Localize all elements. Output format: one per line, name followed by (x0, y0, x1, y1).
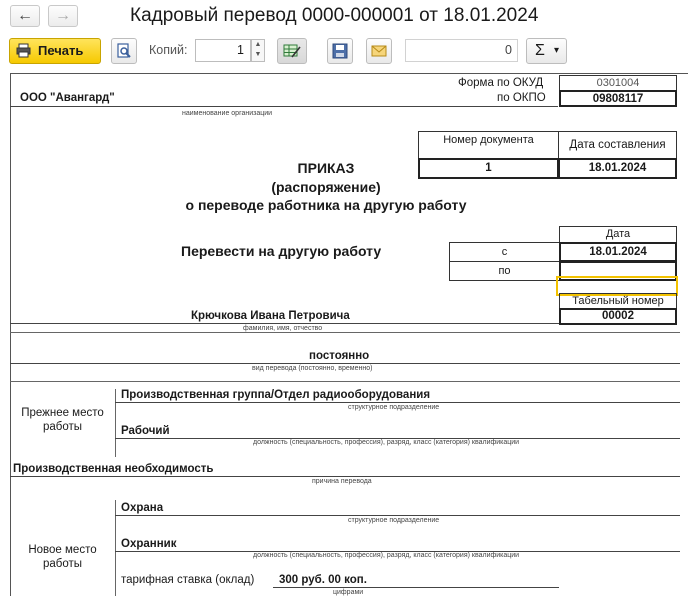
date-header: Дата (559, 226, 677, 243)
copies-label: Копий: (149, 43, 188, 57)
transfer-type-underline (10, 363, 680, 364)
previous-place-label-2: работы (42, 421, 83, 433)
document-top-border (10, 73, 688, 74)
previous-place-label: Прежнее место (21, 407, 104, 419)
okpo-value: 09808117 (559, 90, 677, 107)
send-email-button[interactable] (366, 38, 392, 64)
window-title: Кадровый перевод 0000-000001 от 18.01.2024 (130, 5, 539, 26)
copies-stepper[interactable] (251, 39, 265, 62)
employee-caption: фамилия, имя, отчество (243, 325, 323, 332)
forward-button[interactable] (48, 5, 78, 27)
previous-position: Рабочий (121, 425, 170, 437)
back-button[interactable] (10, 5, 40, 27)
previous-place-divider (115, 389, 116, 457)
doc-number: 1 (418, 158, 559, 179)
order-title: ПРИКАЗ (297, 160, 355, 176)
doc-date-header (558, 131, 677, 159)
transfer-type: постоянно (309, 350, 370, 362)
magnifier-page-icon (116, 43, 132, 59)
previous-department-underline (115, 402, 680, 403)
transfer-type-caption: вид перевода (постоянно, временно) (252, 365, 373, 372)
okud-value: 0301004 (559, 75, 677, 91)
tab-number: 00002 (559, 308, 677, 325)
section-divider (10, 332, 680, 333)
print-label: Печать (38, 43, 84, 58)
employee-underline (10, 323, 559, 324)
save-button[interactable] (327, 38, 353, 64)
new-department: Охрана (121, 502, 164, 514)
from-date: 18.01.2024 (559, 242, 677, 262)
edit-table-icon (283, 43, 301, 59)
doc-number-header (418, 131, 559, 159)
employee-name: Крючкова Ивана Петровича (191, 310, 350, 322)
tab-number-header: Табельный номер (559, 293, 677, 309)
doc-date-header-text: Дата составления (569, 139, 666, 151)
copies-input[interactable]: 1 (195, 39, 251, 62)
rate-underline (273, 587, 559, 588)
transfer-reason: Производственная необходимость (13, 463, 214, 475)
previous-department-caption: структурное подразделение (348, 404, 440, 411)
preview-button[interactable] (111, 38, 137, 64)
new-position: Охранник (121, 538, 177, 550)
order-subtitle: (распоряжение) (271, 179, 381, 195)
transfer-heading: Перевести на другую работу (181, 243, 382, 259)
new-place-label: Новое место (28, 544, 97, 556)
printer-icon (16, 43, 31, 58)
chevron-down-icon: ▾ (554, 45, 560, 56)
new-department-underline (115, 515, 680, 516)
reason-caption: причина перевода (312, 478, 372, 485)
sigma-icon: Σ (535, 42, 545, 59)
envelope-icon (371, 43, 387, 59)
spin-down-icon[interactable]: ▼ (254, 51, 262, 58)
order-description: о переводе работника на другую работу (185, 197, 467, 213)
spin-up-icon[interactable]: ▲ (254, 41, 262, 48)
okud-label: Форма по ОКУД (458, 77, 544, 89)
from-label: с (449, 242, 560, 262)
organization-caption: наименование организации (182, 110, 273, 117)
organization-underline (10, 106, 558, 107)
previous-position-caption: должность (специальность, профессия), разряд, класс (категория) квалификации (253, 439, 520, 446)
to-label: по (449, 261, 560, 281)
edit-mode-button[interactable] (277, 38, 307, 64)
sum-menu-button[interactable] (526, 38, 567, 64)
rate-caption: цифрами (333, 589, 364, 596)
arrow-right-icon: → (55, 7, 71, 24)
rate-label: тарифная ставка (оклад) (121, 574, 255, 586)
organization-name: ООО "Авангард" (20, 92, 115, 104)
new-position-caption: должность (специальность, профессия), разряд, класс (категория) квалификации (253, 552, 520, 559)
new-department-caption: структурное подразделение (348, 517, 440, 524)
reason-underline (10, 476, 680, 477)
doc-number-header-text: Номер документа (443, 134, 534, 146)
sum-value-field[interactable]: 0 (405, 39, 518, 62)
floppy-disk-icon (332, 43, 348, 59)
doc-date: 18.01.2024 (558, 158, 677, 179)
previous-department: Производственная группа/Отдел радиооборудования (121, 389, 431, 401)
okpo-label: по ОКПО (497, 92, 546, 104)
document-left-border (10, 73, 11, 596)
section-divider-2 (10, 381, 680, 382)
rate-value: 300 руб. 00 коп. (279, 574, 367, 586)
print-button[interactable] (9, 38, 101, 64)
arrow-left-icon: ← (17, 7, 33, 24)
new-place-label-2: работы (42, 558, 83, 570)
